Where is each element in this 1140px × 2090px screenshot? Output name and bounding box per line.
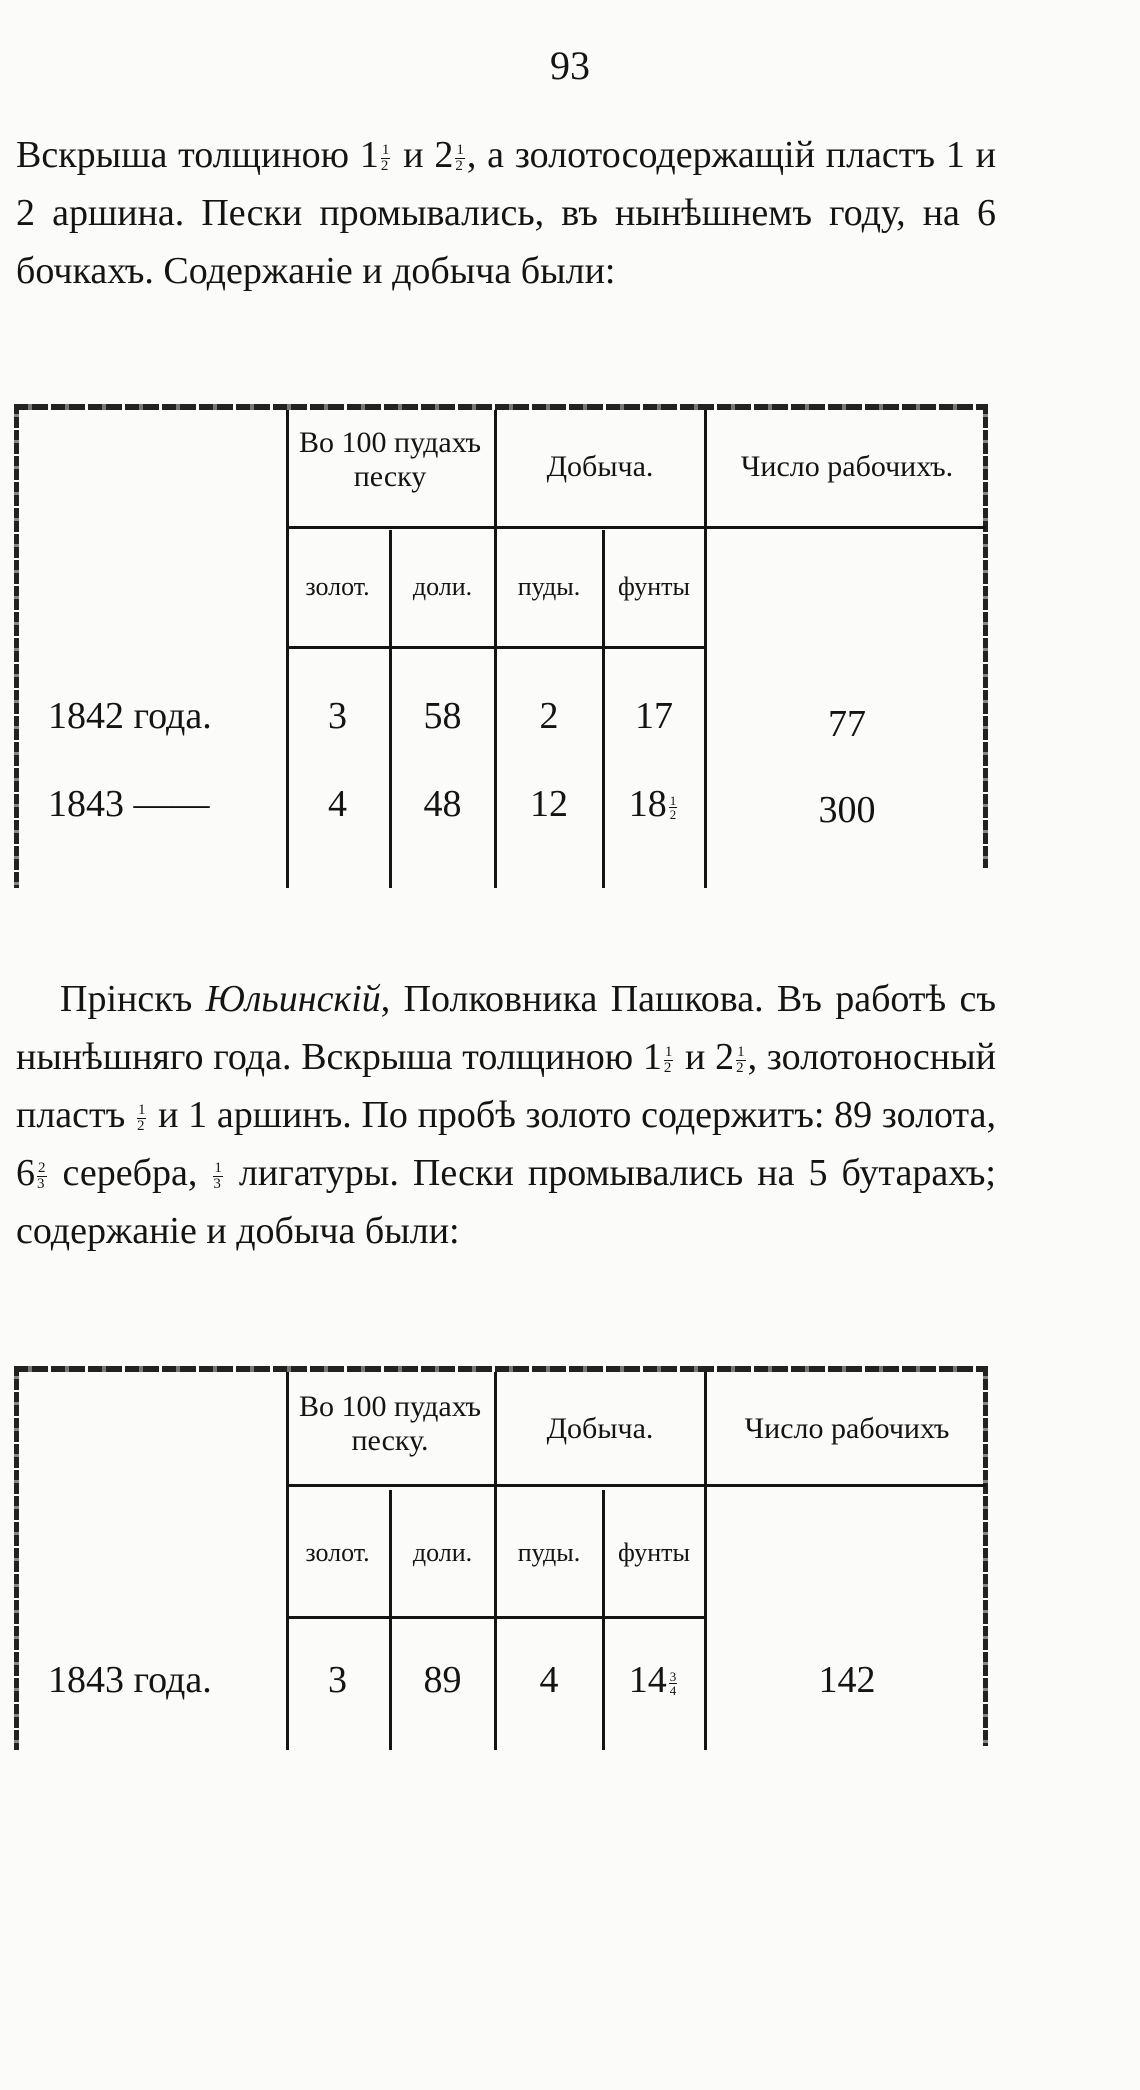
fraction-denominator: 2 [736,1059,744,1076]
fraction [381,143,391,174]
cell-workers: 300 [818,789,876,831]
column-divider [602,1490,605,1750]
para1-text-c: , а золотосодержащій пластъ 1 и 2 аршина. Пески промывались, въ нынѣшнемъ году, на 6 бочкахъ. Содержаніе и добыча были: [16,134,996,292]
fraction-denominator: 2 [455,157,463,174]
header-sand: Во 100 пудахъ песку [298,426,482,493]
fraction [669,794,678,821]
para2-text-b: , Полковника Пашкова. Въ работѣ съ нынѣшняго года. Вскрыша толщиною 1 [16,978,996,1078]
subheader-gold: золот. [305,1538,370,1567]
subheader-gold: золот. [305,572,370,601]
cell-pud: 12 [530,783,568,825]
gold-yield-table-1 [14,404,988,888]
cell-share: 89 [423,1659,462,1701]
para2-text-f: серебра, [48,1152,212,1194]
row-label: 1843 —— [48,783,210,825]
header-rule [706,526,986,529]
ornamental-top-border [14,1366,988,1372]
fraction [736,1045,746,1076]
paragraph-2 [16,970,996,1260]
fraction-numerator: 1 [664,1043,673,1060]
header-workers: Число рабочихъ. [740,450,954,483]
fraction-numerator: 1 [214,1159,222,1176]
ornamental-left-border [14,1366,19,1750]
cell-share: 48 [423,783,462,825]
subheader-pud: пуды. [517,1538,581,1567]
cell-share: 58 [423,695,462,737]
cell-gold: 3 [328,1659,347,1701]
para2-text-g: лигатуры. Пески промывались на 5 бутарахъ; содержаніе и добыча были: [16,1152,996,1252]
subheader-funt: фунты [618,572,690,601]
fraction-denominator: 4 [669,1682,677,1698]
fraction-numerator: 1 [737,1043,745,1060]
subheader-rule [286,1616,704,1619]
subheader-share: доли. [412,1538,473,1567]
fraction [37,1161,47,1192]
fraction-denominator: 3 [37,1175,45,1192]
cell-workers: 142 [818,1659,876,1701]
fraction-numerator: 3 [669,1668,677,1684]
fraction-denominator: 2 [380,157,389,174]
header-rule [286,526,704,529]
para2-text-e: и 1 аршинъ. По пробѣ золото содержитъ: 89 золота, 6 [16,1094,996,1194]
page-number: 93 [550,43,590,88]
fraction [669,1670,678,1697]
cell-funt: 17 [635,695,673,737]
ornamental-top-border [14,404,988,410]
header-sand: Во 100 пудахъ песку. [298,1390,482,1457]
subheader-funt: фунты [618,1538,690,1567]
fraction-numerator: 1 [137,1101,146,1118]
fraction-numerator: 1 [381,141,390,158]
cell-funt [604,782,704,826]
cell-gold: 4 [328,783,347,825]
cell-workers: 77 [828,703,866,745]
cell-pud: 4 [539,1659,559,1701]
gold-yield-table-2 [14,1366,988,1750]
header-workers: Число рабочихъ [744,1412,950,1445]
row-label: 1843 года. [48,1659,212,1701]
cell-gold: 3 [328,695,347,737]
fraction-denominator: 3 [213,1175,221,1192]
para2-text-d: , золотоносный пластъ [16,1036,996,1136]
fraction-numerator: 1 [669,792,677,808]
ornamental-left-border [14,404,19,888]
paragraph-1 [16,126,996,300]
subheader-rule [286,646,704,649]
fraction [213,1161,223,1192]
cell-pud: 2 [539,695,559,737]
fraction-denominator: 2 [663,1059,672,1076]
fraction-denominator: 2 [136,1117,145,1134]
para2-text-c: и 2 [675,1036,735,1078]
row-label: 1842 года. [48,695,212,737]
fraction [137,1103,147,1134]
para2-text-a: Прінскъ [60,978,206,1020]
cell-funt-whole: 18 [628,783,667,825]
para1-text-b: и 2 [392,134,454,176]
header-rule [286,1484,704,1487]
header-rule [706,1484,986,1487]
mine-name: Юльинскій [205,978,381,1020]
fraction [455,143,465,174]
fraction-denominator: 2 [669,806,677,822]
fraction-numerator: 2 [38,1159,46,1176]
para1-text-a: Вскрыша толщиною 1 [16,134,379,176]
subheader-pud: пуды. [517,572,581,601]
cell-funt [604,1658,704,1702]
header-yield: Добыча. [546,1412,654,1445]
header-yield: Добыча. [546,450,654,483]
cell-funt-whole: 14 [628,1659,667,1701]
fraction [664,1045,674,1076]
column-divider [389,1490,392,1750]
fraction-numerator: 1 [456,141,464,158]
subheader-share: доли. [412,572,473,601]
